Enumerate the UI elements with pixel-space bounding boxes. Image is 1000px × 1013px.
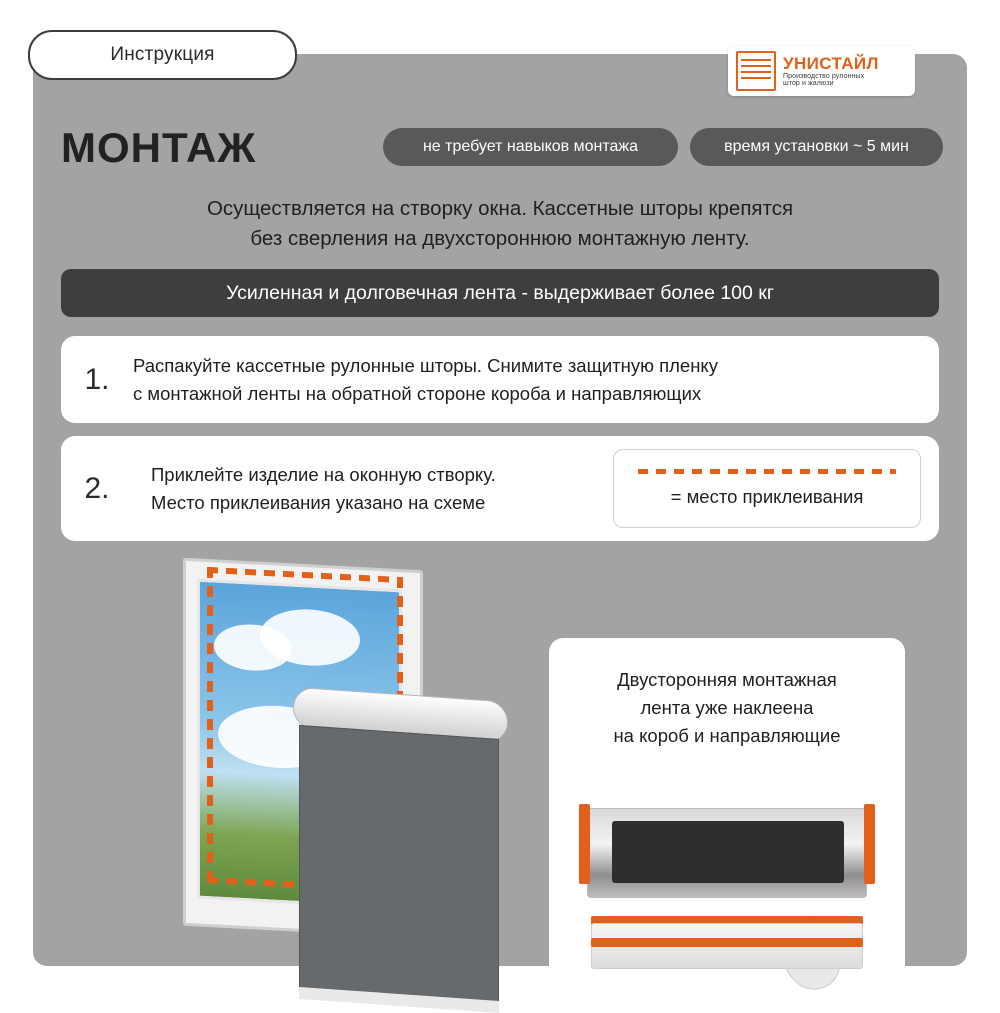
logo-tagline-2: штор и жалюзи [783,79,834,87]
photo-caption-line-3: на короб и направляющие [613,724,841,746]
product-photo-card [549,638,905,1000]
logo-tagline-1: Производство рулонных [783,72,865,80]
step-1-number: 1. [84,362,110,396]
step-2-text [133,461,496,517]
legend-label: = место приклеивания [670,486,864,507]
tape-strength-banner: Усиленная и долговечная лента - выдерживает более 100 кг [61,269,939,317]
main-grey-card [33,54,967,966]
legend-box [613,449,921,528]
dashed-tape-icon [638,469,896,474]
photo-caption-line-1: Двусторонняя монтажная [617,669,837,690]
window-illustration [153,564,483,944]
step-1-line-1: Распакуйте кассетные рулонные шторы. Снимите защитную пленку [133,354,718,376]
product-illustration [577,798,877,983]
photo-caption-line-2: лента уже наклеена [640,696,814,718]
blind-logo-icon [736,51,776,91]
cassette-fabric [612,821,844,883]
cassette-box [587,808,867,898]
badge-no-skills: не требует навыков монтажа [383,128,678,166]
step-2 [61,436,939,541]
step-1-line-2: с монтажной ленты на обратной стороне короба и направляющих [133,382,702,404]
brand-logo [728,46,915,96]
step-1-text [133,352,718,408]
step-2-number: 2. [84,471,110,505]
badge-install-time: время установки ~ 5 мин [690,128,943,166]
instruction-tab[interactable]: Инструкция [28,30,297,80]
page-title: МОНТАЖ [61,124,257,171]
photo-caption [549,666,905,749]
step-2-line-2: Место приклеивания указано на схеме [151,491,486,513]
step-2-line-1: Приклейте изделие на оконную створку. [151,463,496,485]
logo-name: УНИСТАЙЛ [783,53,879,73]
tape-edge-right [864,804,875,884]
guide-rail-tape-bottom [591,938,863,947]
lead-line-1: Осуществляется на створку окна. Кассетные шторы крепятся [206,197,794,220]
logo-text [783,55,879,88]
lead-paragraph [33,194,967,253]
blind-fabric [299,725,499,1009]
tape-edge-left [579,804,590,884]
lead-line-2: без сверления на двухстороннюю монтажную ленту. [250,226,750,250]
step-1 [61,336,939,423]
